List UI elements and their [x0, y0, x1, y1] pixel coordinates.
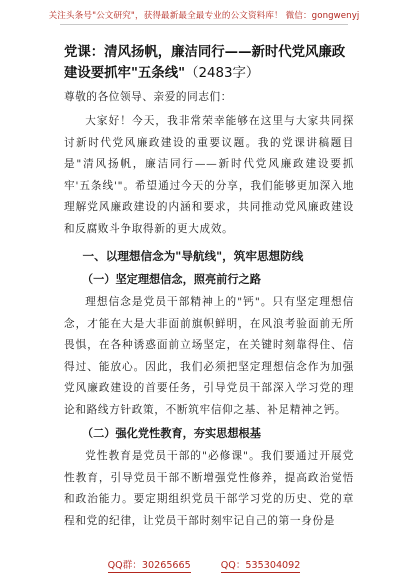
section1-sub2-body: 党性教育是党员干部的"必修课"。我们要通过开展党性教育，引导党员干部不断增强党性修养，提高政治觉悟和政治能力。要定期组织党员干部学习党的历史、党的章程和党的纪律，让党员干部时刻牢记自己的第一身份是 [64, 450, 354, 527]
document-body [64, 42, 354, 532]
footer-contact [0, 560, 408, 573]
document-title [64, 42, 354, 84]
title-main: 党课：清风扬帆，廉洁同行——新时代党风廉政建设要抓牢"五条线" [64, 45, 346, 81]
section1-sub2-heading: （二）强化党性教育，夯实思想根基 [81, 427, 261, 440]
section1-sub1-body: 理想信念是党员干部精神上的"钙"。只有坚定理想信念，才能在大是大非面前旗帜鲜明，在风浪考验面前无所畏惧，在各种诱惑面前立场坚定，在关键时刻靠得住、信得过、能放心。因此，我们必须把坚定理想信念作为加强党风廉政建设的首要任务，引导党员干部深入学习党的理论和路线方针政策，不断筑牢信仰之基、补足精神之钙。 [64, 296, 354, 416]
salutation: 尊敬的各位领导、亲爱的同志们： [64, 91, 232, 103]
footer-qq-number: QQ：535304092 [220, 560, 301, 571]
header-banner: 关注头条号"公文研究"，获得最新最全最专业的公文资料库！ 微信：gongwenyj [48, 11, 360, 21]
header-divider [60, 24, 348, 25]
intro-paragraph: 大家好！今天，我非常荣幸能够在这里与大家共同探讨新时代党风廉政建设的重要议题。我的党课讲稿题目是"清风扬帆，廉洁同行——新时代党风廉政建设要抓牢'五条线'"。希望通过今天的分享，我们能够更加深入地理解党风廉政建设的内涵和要求，共同推动党风廉政建设和反腐败斗争取得新的更大成效。 [64, 115, 354, 235]
title-word-count: （2483字） [185, 66, 260, 81]
section1-heading: 一、以理想信念为"导航线"，筑牢思想防线 [82, 249, 304, 263]
footer-qq-group: QQ群：30265665 [107, 560, 191, 571]
section1-sub1-heading: （一）坚定理想信念，照亮前行之路 [81, 273, 261, 286]
